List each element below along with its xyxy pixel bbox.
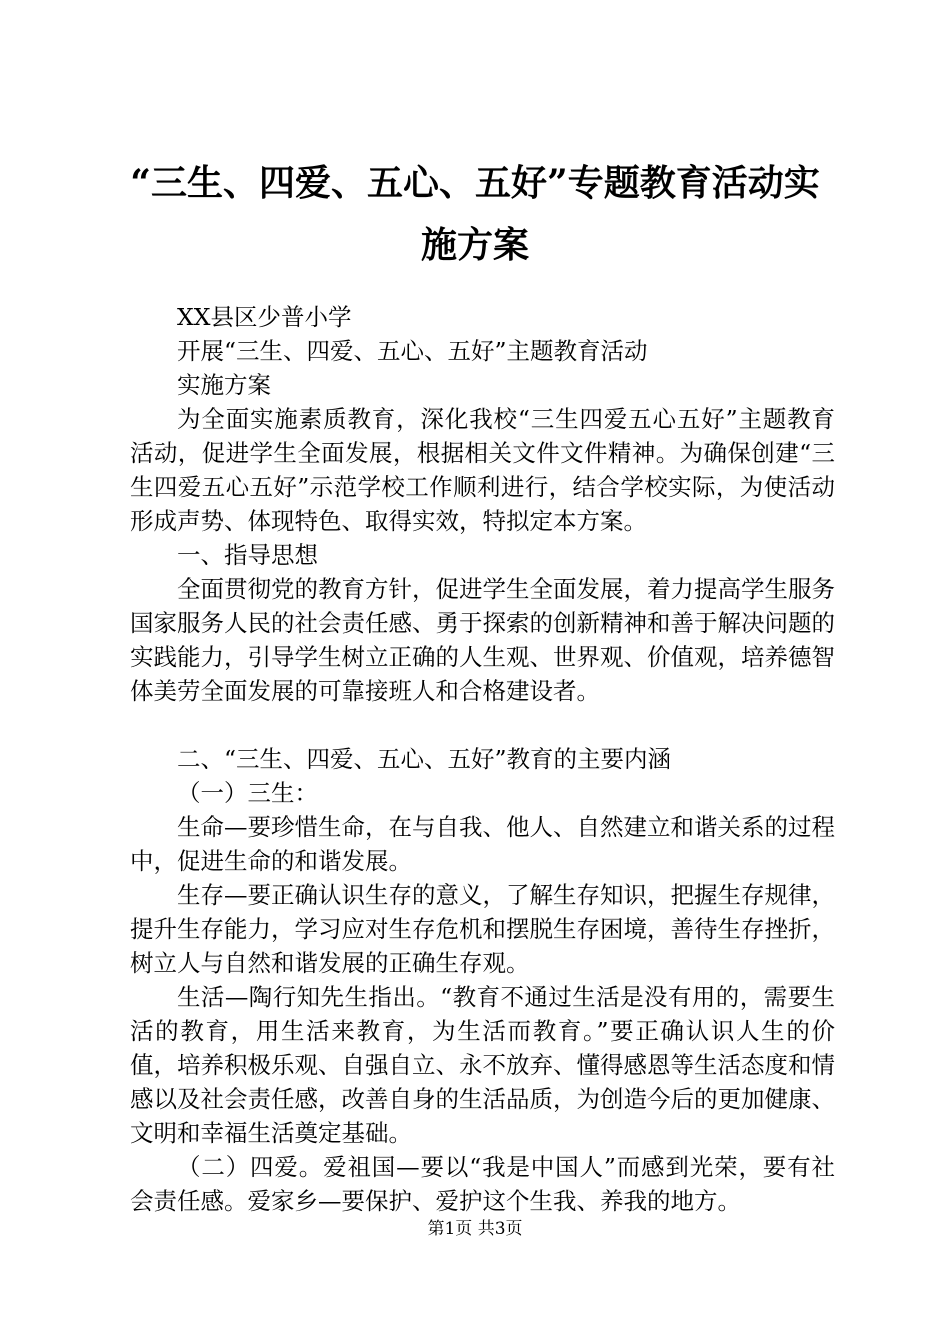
life-paragraph: 生命—要珍惜生命，在与自我、他人、自然建立和谐关系的过程中，促进生命的和谐发展。 xyxy=(130,813,835,875)
four-loves-paragraph: （二）四爱。爱祖国—要以“我是中国人”而感到光荣，要有社会责任感。爱家乡—要保护、爱护这个生我、养我的地方。 xyxy=(130,1153,835,1215)
title-line-2: 施方案 xyxy=(420,224,529,266)
school-name: XX县区少普小学 xyxy=(177,303,352,331)
section-heading-1: 一、指导思想 xyxy=(177,541,318,569)
intro-paragraph: 为全面实施素质教育，深化我校“三生四爱五心五好”主题教育活动，促进学生全面发展，根据相关文件文件精神。为确保创建“三生四爱五心五好”示范学校工作顺利进行，结合学校实际，为使活动形成声势、体现特色、取得实效，特拟定本方案。 xyxy=(130,405,835,535)
subtitle-line: 开展“三生、四爱、五心、五好”主题教育活动 xyxy=(177,337,648,365)
survival-paragraph: 生存—要正确认识生存的意义，了解生存知识，把握生存规律，提升生存能力，学习应对生存危机和摆脱生存困境，善待生存挫折，树立人与自然和谐发展的正确生存观。 xyxy=(130,881,835,977)
title-line-1: “三生、四爱、五心、五好”专题教育活动实 xyxy=(130,162,820,204)
section-heading-2: 二、“三生、四爱、五心、五好”教育的主要内涵 xyxy=(177,745,672,773)
page-indicator: 第1页 共3页 xyxy=(427,1219,523,1239)
guiding-paragraph: 全面贯彻党的教育方针，促进学生全面发展，着力提高学生服务国家服务人民的社会责任感、勇于探索的创新精神和善于解决问题的实践能力，引导学生树立正确的人生观、世界观、价值观，培养德智体美劳全面发展的可靠接班人和合格建设者。 xyxy=(130,575,835,705)
spacer xyxy=(130,708,835,742)
subsection-heading-1: （一）三生： xyxy=(177,779,318,807)
subtitle-line-2: 实施方案 xyxy=(177,371,271,399)
document-title xyxy=(120,152,830,276)
document-body xyxy=(130,300,835,1218)
living-paragraph: 生活—陶行知先生指出。“教育不通过生活是没有用的，需要生活的教育，用生活来教育，为生活而教育。”要正确认识人生的价值，培养积极乐观、自强自立、永不放弃、懂得感恩等生活态度和情感以及社会责任感，改善自身的生活品质，为创造今后的更加健康、文明和幸福生活奠定基础。 xyxy=(130,983,835,1147)
